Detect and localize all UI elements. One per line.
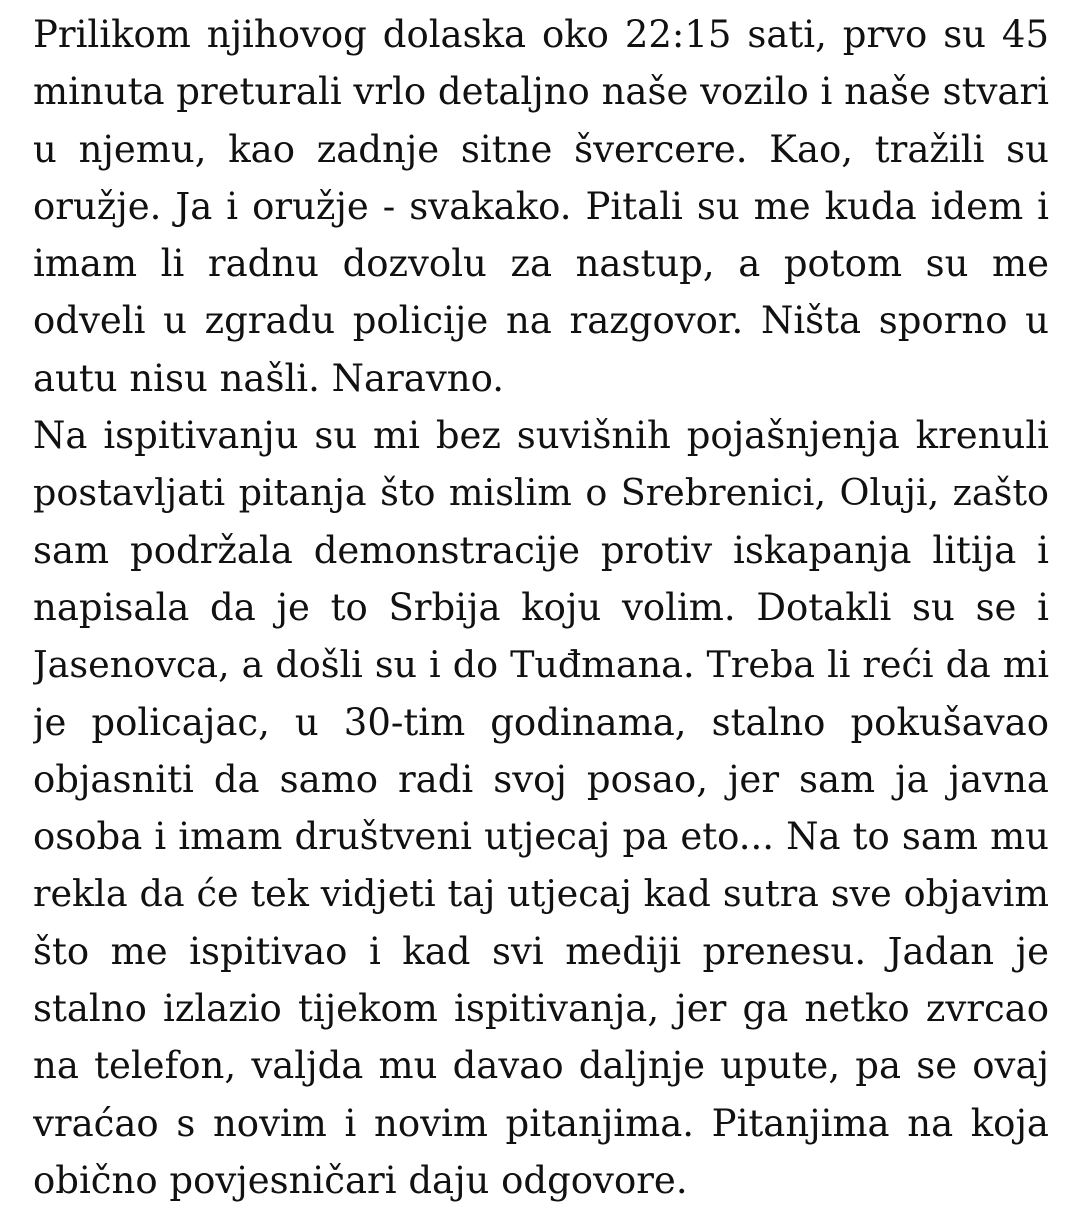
text-line: što me ispitivao i kad svi mediji prenesu. Jadan je [33, 929, 1049, 973]
text-line: Na ispitivanju su mi bez suvišnih pojašnjenja krenuli [33, 414, 1049, 458]
text-line: Prilikom njihovog dolaska oko 22:15 sati, prvo su 45 [33, 13, 1049, 56]
text-line: postavljati pitanja što mislim o Srebrenici, Oluji, zašto [33, 471, 1049, 515]
text-line: osoba i imam društveni utjecaj pa eto... Na to sam mu [33, 815, 1049, 859]
text-line: rekla da će tek vidjeti taj utjecaj kad sutra sve objavim [33, 872, 1049, 916]
text-line: obično povjesničari daju odgovore. [33, 1158, 688, 1202]
text-line: napisala da je to Srbija koju volim. Dotakli su se i [33, 585, 1049, 629]
paragraph-2 [33, 407, 1049, 1209]
text-line: vraćao s novim i novim pitanjima. Pitanjima na koja [33, 1101, 1049, 1145]
text-line: stalno izlazio tijekom ispitivanja, jer ga netko zvrcao [33, 987, 1049, 1031]
text-line: autu nisu našli. Naravno. [33, 356, 504, 400]
text-line: na telefon, valjda mu davao daljnje upute, pa se ovaj [33, 1044, 1049, 1088]
text-line: objasniti da samo radi svoj posao, jer sam ja javna [33, 757, 1049, 801]
text-line: Jasenovca, a došli su i do Tuđmana. Treba li reći da mi [33, 643, 1049, 687]
document-page [33, 6, 1049, 1209]
text-line: imam li radnu dozvolu za nastup, a potom su me [33, 242, 1049, 286]
text-line: odveli u zgradu policije na razgovor. Ništa sporno u [33, 299, 1049, 343]
text-line: sam podržala demonstracije protiv iskapanja litija i [33, 528, 1049, 572]
text-line: oružje. Ja i oružje - svakako. Pitali su me kuda idem i [33, 184, 1049, 228]
paragraph-1 [33, 6, 1049, 407]
text-line: je policajac, u 30-tim godinama, stalno pokušavao [33, 700, 1049, 744]
text-line: minuta preturali vrlo detaljno naše vozilo i naše stvari [33, 70, 1049, 114]
text-line: u njemu, kao zadnje sitne švercere. Kao, tražili su [33, 127, 1049, 171]
